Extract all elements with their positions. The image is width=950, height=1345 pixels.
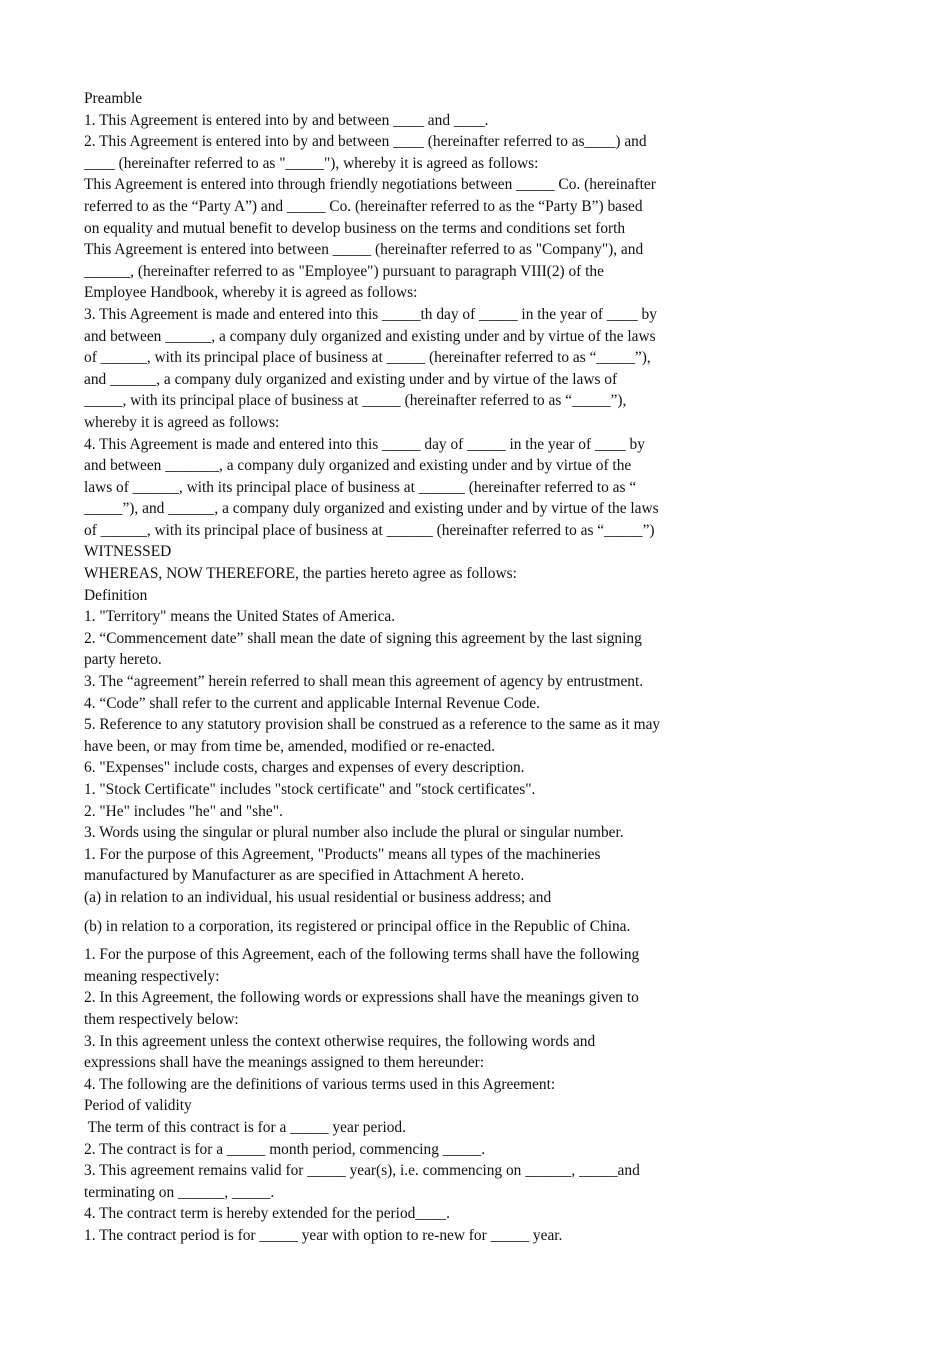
text-line: expressions shall have the meanings assigned to them hereunder:: [84, 1054, 485, 1072]
text-line: (a) in relation to an individual, his usual residential or business address; and: [84, 888, 552, 906]
text-line: 6. "Expenses" include costs, charges and expenses of every description.: [84, 759, 525, 777]
text-line: (b) in relation to a corporation, its registered or principal office in the Republic of China.: [84, 917, 631, 935]
text-line: whereby it is agreed as follows:: [84, 413, 280, 431]
text-line: 4. This Agreement is made and entered into this _____ day of _____ in the year of ____ by: [84, 435, 645, 453]
text-line: and between _______, a company duly organized and existing under and by virtue of the: [84, 457, 632, 475]
text-line: 2. The contract is for a _____ month period, commencing _____.: [84, 1140, 486, 1158]
text-line: This Agreement is entered into through friendly negotiations between _____ Co. (hereinafter: [84, 176, 656, 194]
text-line: manufactured by Manufacturer as are specified in Attachment A hereto.: [84, 867, 525, 885]
text-line: 3. This Agreement is made and entered into this _____th day of _____ in the year of ____ by: [84, 305, 657, 323]
text-line: of ______, with its principal place of business at _____ (hereinafter referred to as “_____”),: [84, 349, 651, 367]
text-line: laws of ______, with its principal place of business at ______ (hereinafter referred to as “: [84, 478, 637, 496]
text-line: 1. For the purpose of this Agreement, each of the following terms shall have the following: [84, 946, 640, 964]
text-line: 2. “Commencement date” shall mean the date of signing this agreement by the last signing: [84, 629, 642, 647]
text-line: 3. The “agreement” herein referred to shall mean this agreement of agency by entrustment.: [84, 673, 644, 691]
document-body: [84, 88, 714, 1246]
text-line: have been, or may from time be, amended, modified or re-enacted.: [84, 737, 496, 755]
text-line: 5. Reference to any statutory provision shall be construed as a reference to the same as it may: [84, 716, 661, 734]
text-line: 1. The contract period is for _____ year with option to re-new for _____ year.: [84, 1226, 563, 1244]
text-line: The term of this contract is for a _____ year period.: [84, 1118, 406, 1136]
text-line: 3. In this agreement unless the context otherwise requires, the following words and: [84, 1032, 596, 1050]
text-line: referred to as the “Party A”) and _____ Co. (hereinafter referred to as the “Party B”) based: [84, 197, 643, 215]
heading-period-of-validity: Period of validity: [84, 1097, 192, 1115]
text-line: of ______, with its principal place of business at ______ (hereinafter referred to as “_____”): [84, 521, 655, 539]
text-line: WHEREAS, NOW THEREFORE, the parties hereto agree as follows:: [84, 565, 517, 583]
text-line: ______, (hereinafter referred to as "Employee") pursuant to paragraph VIII(2) of the: [84, 262, 604, 280]
text-line: party hereto.: [84, 651, 162, 669]
text-line: meaning respectively:: [84, 967, 220, 985]
text-line: and between ______, a company duly organized and existing under and by virtue of the laws: [84, 327, 656, 345]
text-line: 1. For the purpose of this Agreement, "Products" means all types of the machineries: [84, 845, 601, 863]
text-line: 1. "Territory" means the United States of America.: [84, 608, 396, 626]
text-line: _____, with its principal place of business at _____ (hereinafter referred to as “_____”),: [84, 392, 627, 410]
heading-preamble: Preamble: [84, 90, 143, 107]
heading-definition: Definition: [84, 586, 148, 604]
text-line: and ______, a company duly organized and existing under and by virtue of the laws of: [84, 370, 618, 388]
text-line: Employee Handbook, whereby it is agreed as follows:: [84, 284, 418, 302]
text-line: 2. This Agreement is entered into by and between ____ (hereinafter referred to as____) and: [84, 133, 647, 151]
text-line: 4. The contract term is hereby extended for the period____.: [84, 1205, 450, 1223]
text-line: 1. This Agreement is entered into by and between ____ and ____.: [84, 111, 489, 129]
text-line: 3. This agreement remains valid for _____ year(s), i.e. commencing on ______, _____and: [84, 1162, 640, 1180]
text-line: _____”), and ______, a company duly organized and existing under and by virtue of the laws: [84, 500, 659, 518]
text-line: on equality and mutual benefit to develop business on the terms and conditions set forth: [84, 219, 626, 237]
text-line: them respectively below:: [84, 1010, 239, 1028]
text-line: 2. In this Agreement, the following words or expressions shall have the meanings given to: [84, 989, 639, 1007]
heading-witnessed: WITNESSED: [84, 543, 172, 561]
text-line: 3. Words using the singular or plural number also include the plural or singular number.: [84, 824, 624, 842]
text-line: 2. "He" includes "he" and "she".: [84, 802, 283, 820]
text-line: 1. "Stock Certificate" includes "stock certificate" and "stock certificates".: [84, 781, 536, 798]
text-line: terminating on ______, _____.: [84, 1183, 275, 1201]
text-line: This Agreement is entered into between _____ (hereinafter referred to as "Company"), and: [84, 241, 644, 259]
text-line: 4. The following are the definitions of various terms used in this Agreement:: [84, 1075, 556, 1093]
text-line: 4. “Code” shall refer to the current and applicable Internal Revenue Code.: [84, 694, 540, 712]
text-line: ____ (hereinafter referred to as "_____"), whereby it is agreed as follows:: [84, 154, 539, 172]
